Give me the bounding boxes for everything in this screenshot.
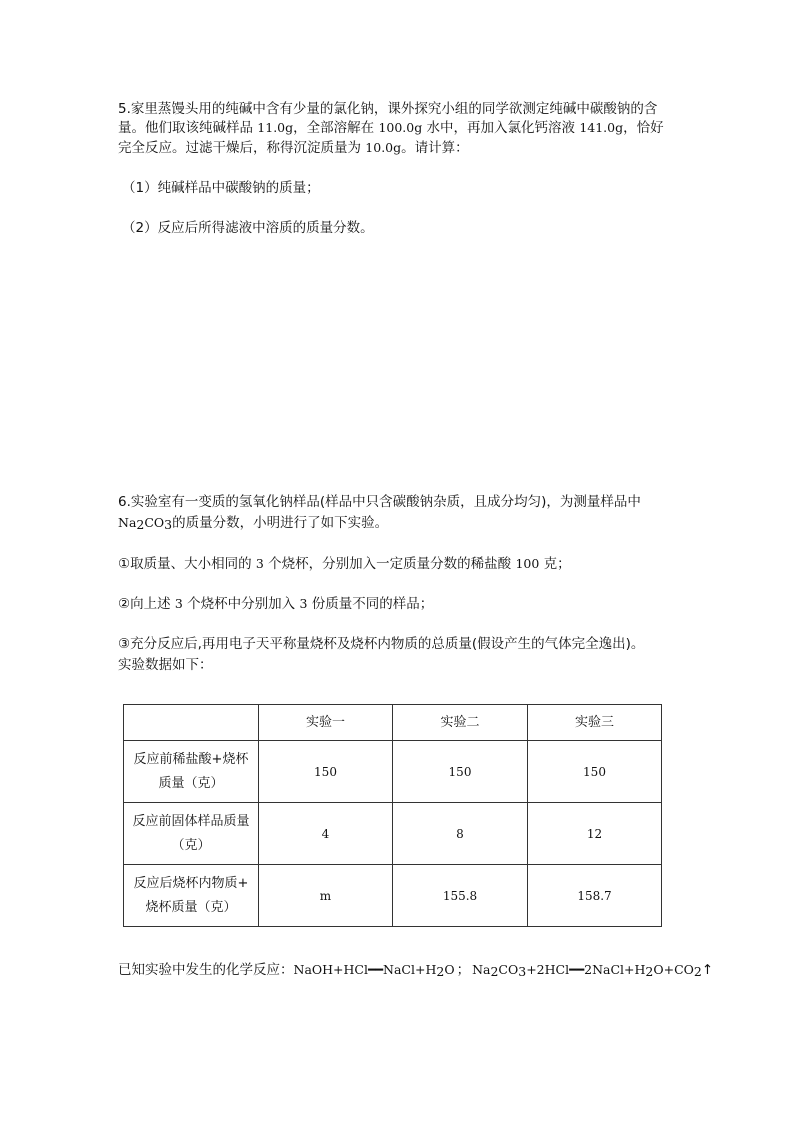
- table-cell: 158.7: [528, 865, 662, 927]
- table-row: [124, 865, 662, 927]
- q5-subquestion-1: （1）纯碱样品中碳酸钠的质量；: [122, 180, 320, 196]
- table-cell: 12: [528, 803, 662, 865]
- equation1-product-b: O: [444, 962, 455, 977]
- q5-text-line1: [118, 99, 674, 119]
- q5-line1-text: 5.家里蒸馒头用的纯碱中含有少量的氯化钠，课外探究小组的同学欲测定纯碱中碳酸钠的含: [118, 101, 658, 117]
- table-cell: 8: [393, 803, 528, 865]
- q6-step-3-line2: 实验数据如下：: [118, 657, 213, 673]
- q6-formula-na: Na: [118, 515, 137, 530]
- q6-step1-part-a: ①取质量、大小相同的: [118, 556, 256, 572]
- table-cell: 4: [259, 803, 393, 865]
- table-row-label: [124, 803, 259, 865]
- table-row: [124, 741, 662, 803]
- q5-text-line3: [118, 138, 674, 158]
- q5-line2-part-a: 量。他们取该纯碱样品: [118, 120, 258, 136]
- table-header-cell: 实验三: [528, 705, 662, 741]
- table-row-label-line2: （克）: [171, 837, 211, 853]
- table-row-label-line1: 反应前稀盐酸+烧杯: [133, 751, 249, 767]
- equation-separator: ；: [456, 962, 471, 978]
- q6-step1-part-b: 个烧杯，分别加入一定质量分数的稀盐酸: [263, 556, 516, 572]
- table-cell: 155.8: [393, 865, 528, 927]
- q6-step-2: [118, 594, 433, 614]
- equation2-co: CO: [498, 962, 519, 977]
- equation2-sub4: 2: [693, 964, 702, 979]
- q6-step1-count: 3: [255, 556, 264, 571]
- table-row-label: [124, 741, 259, 803]
- q5-cacl2-mass: 141.0g: [579, 120, 624, 135]
- table-cell: m: [259, 865, 393, 927]
- equation1-product-a: NaCl+H: [383, 962, 437, 977]
- q5-line2-part-b: ，全部溶解在: [293, 120, 379, 136]
- equation1-equals: ━━: [367, 962, 384, 977]
- equation1-sub: 2: [436, 964, 445, 979]
- equation2-nacl: 2NaCl+H: [584, 962, 646, 977]
- table-row-label-line1: 反应后烧杯内物质+: [133, 875, 249, 891]
- q6-step2-part-b: 个烧杯中分别加入: [182, 596, 300, 612]
- q6-line2-rest: 的质量分数，小明进行了如下实验。: [172, 515, 389, 531]
- q6-step1-part-c: 克；: [539, 556, 571, 572]
- q5-line2-part-d: ，恰好: [623, 120, 664, 136]
- q6-formula-co: CO: [144, 515, 165, 530]
- table-cell: 150: [259, 741, 393, 803]
- q5-sample-mass: 11.0g: [257, 120, 294, 135]
- equation1-reactants: NaOH+HCl: [293, 962, 368, 977]
- q5-line3-part-a: 完全反应。过滤干燥后，称得沉淀质量为: [118, 140, 366, 156]
- q6-step2-part-a: ②向上述: [118, 596, 175, 612]
- equation2-sub3: 2: [645, 964, 654, 979]
- table-header-row: [124, 705, 662, 741]
- table-header-cell: 实验二: [393, 705, 528, 741]
- equation2-equals: ━━: [569, 962, 585, 977]
- equation2-sub1: 2: [490, 964, 499, 979]
- q6-step2-count2: 3: [299, 596, 308, 611]
- table-header-cell: 实验一: [259, 705, 393, 741]
- q6-step2-part-c: 份质量不同的样品；: [307, 596, 434, 612]
- table-row-label-line2: 烧杯质量（克）: [145, 899, 237, 915]
- equation2-na: Na: [472, 962, 491, 977]
- equation-prefix: 已知实验中发生的化学反应：: [118, 962, 294, 978]
- equation2-water-co: O+CO: [653, 962, 694, 977]
- q6-formula-sub3: 3: [164, 517, 173, 532]
- table-cell: 150: [393, 741, 528, 803]
- q5-line3-part-b: 。请计算：: [401, 140, 469, 156]
- gas-arrow-icon: ↑: [701, 962, 714, 978]
- q5-precipitate-mass: 10.0g: [365, 140, 402, 155]
- q6-step-1: [118, 554, 571, 574]
- table-row-label-line2: 质量（克）: [158, 775, 224, 791]
- table-header-cell-empty: [124, 705, 259, 741]
- table-row-label: [124, 865, 259, 927]
- q6-text-line1: 6.实验室有一变质的氢氧化钠样品(样品中只含碳酸钠杂质，且成分均匀)，为测量样品中: [118, 494, 641, 510]
- q5-water-mass: 100.0g: [378, 120, 423, 135]
- equation2-hcl: +2HCl: [526, 962, 570, 977]
- experiment-data-table: [123, 704, 662, 927]
- equation2-sub2: 3: [518, 964, 527, 979]
- q6-formula-sub2: 2: [136, 517, 145, 532]
- table-cell: 150: [528, 741, 662, 803]
- q5-line2-part-c: 水中，再加入氯化钙溶液: [422, 120, 580, 136]
- q6-step1-acid-mass: 100: [515, 556, 540, 571]
- table-row: [124, 803, 662, 865]
- chemical-equations: [118, 960, 713, 980]
- q6-step-3-line1: ③充分反应后,再用电子天平称量烧杯及烧杯内物质的总质量(假设产生的气体完全逸出)。: [118, 636, 645, 652]
- q6-text-line2: [118, 513, 674, 533]
- q5-subquestion-2: （2）反应后所得滤液中溶质的质量分数。: [122, 220, 374, 236]
- q5-text-line2: [118, 118, 674, 138]
- table-row-label-line1: 反应前固体样品质量: [132, 813, 250, 829]
- q6-step2-count1: 3: [174, 596, 183, 611]
